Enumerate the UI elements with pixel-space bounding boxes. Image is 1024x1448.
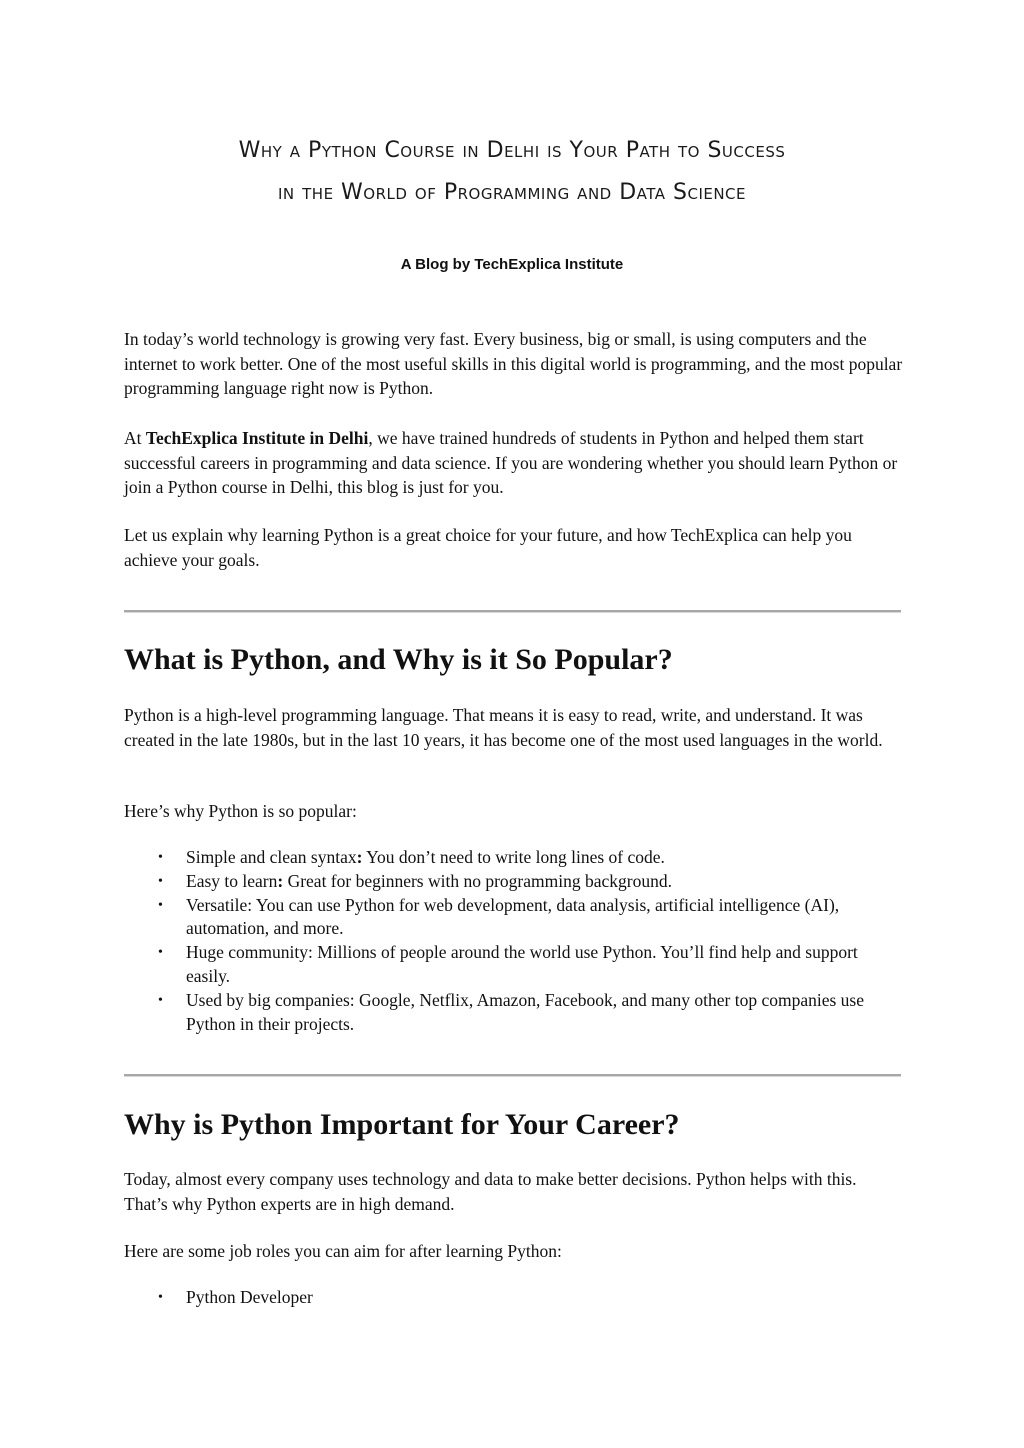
list-item: • Easy to learn: Great for beginners with no programming background. [124, 870, 884, 894]
intro-paragraph-3: Let us explain why learning Python is a great choice for your future, and how TechExplica can help you achieve your goals. [124, 525, 852, 570]
list-item: • Huge community: Millions of people around the world use Python. You’ll find help and support easily. [158, 942, 858, 986]
job-roles-bullet-list [124, 1286, 884, 1310]
blog-title [100, 130, 924, 214]
intro-paragraph-1: In today’s world technology is growing very fast. Every business, big or small, is using computers and the internet to work better. One of the most useful skills in this digital world is programming, and the most popular programming language right now is Python. [124, 329, 903, 398]
bullet-icon: • [158, 992, 163, 1008]
institute-name: TechExplica Institute in Delhi [145, 428, 369, 448]
section-divider [124, 610, 901, 613]
list-item: • Python Developer [124, 1286, 884, 1310]
popularity-bullet-list [124, 846, 884, 1036]
career-paragraph: Today, almost every company uses technology and data to make better decisions. Python helps with this. That’s why Python experts are in high demand. [124, 1169, 857, 1214]
blog-title-line-2: in the World of Programming and Data Science [277, 180, 747, 205]
bullet-icon: • [158, 873, 163, 889]
job-roles-intro: Here are some job roles you can aim for after learning Python: [124, 1241, 562, 1261]
section-divider [124, 1074, 901, 1077]
intro-paragraph-2 [124, 426, 904, 500]
why-popular-intro: Here’s why Python is so popular: [124, 801, 357, 821]
blog-byline: A Blog by TechExplica Institute [400, 256, 624, 273]
list-item: • Simple and clean syntax: You don’t need to write long lines of code. [124, 846, 884, 870]
list-item: • Used by big companies: Google, Netflix, Amazon, Facebook, and many other top companies use Python in their projects. [158, 989, 864, 1034]
bullet-icon: • [158, 897, 163, 913]
bullet-icon: • [158, 1290, 163, 1305]
section-heading-career-importance: Why is Python Important for Your Career? [124, 1108, 680, 1141]
blog-title-line-1: Why a Python Course in Delhi is Your Path to Success [238, 138, 786, 163]
intro-paragraph-2-suffix: , we have trained hundreds of students in Python and helped them start successful careers in programming and data science. If you are wondering whether you should learn Python or join a Python course in Delhi, this blog is just for you. [124, 428, 898, 497]
bullet-icon: • [158, 850, 163, 865]
section-heading-what-is-python: What is Python, and Why is it So Popular? [124, 643, 673, 676]
list-item: • Versatile: You can use Python for web development, data analysis, artificial intelligence (AI), automation, and more. [158, 894, 840, 939]
intro-paragraph-2-prefix: At [124, 428, 146, 448]
python-description-paragraph: Python is a high-level programming language. That means it is easy to read, write, and understand. It was created in the late 1980s, but in the last 10 years, it has become one of the most used languages in the world. [124, 705, 883, 750]
bullet-icon: • [158, 945, 163, 961]
